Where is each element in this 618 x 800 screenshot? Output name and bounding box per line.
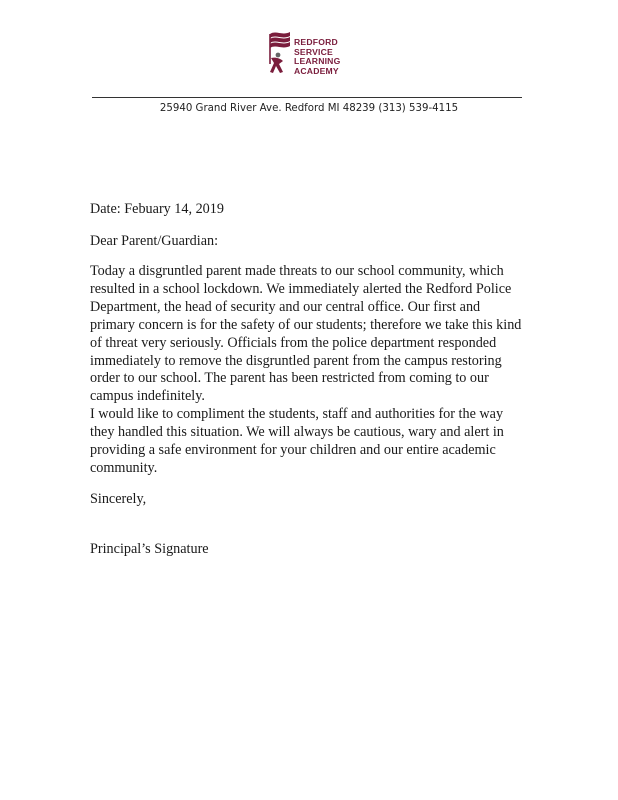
letter-date: Date: Febuary 14, 2019 [90,201,224,217]
paragraph-line: order to our school. The parent has been restricted from coming to our [90,370,489,387]
paragraph-line: resulted in a school lockdown. We immediately alerted the Redford Police [90,280,512,297]
paragraph-line: I would like to compliment the students, staff and authorities for the way [90,406,504,422]
paragraph-line: community. [90,459,158,476]
letter-salutation: Dear Parent/Guardian: [90,233,219,249]
paragraph-line: immediately to remove the disgruntled parent from the campus restoring [90,352,502,369]
letter-paragraph-1 [90,263,534,406]
letter-paragraph-2 [90,406,534,478]
logo-line: SERVICE [294,46,333,57]
paragraph-line: providing a safe environment for your children and our entire academic [90,441,496,458]
paragraph-line: campus indefinitely. [90,388,205,405]
paragraph-line: they handled this situation. We will always be cautious, wary and alert in [90,423,504,440]
paragraph-line: Today a disgruntled parent made threats to our school community, which [90,263,504,279]
school-logo [262,28,362,98]
paragraph-line: Department, the head of security and our central office. Our first and [90,298,481,315]
logo-line: LEARNING [294,56,341,67]
signature-line: Principal’s Signature [90,541,209,557]
logo-wordmark [294,38,340,76]
school-address: 25940 Grand River Ave. Redford MI 48239 (313) 539-4115 [159,103,459,114]
paragraph-line: of threat very seriously. Officials from the police department responded [90,334,497,351]
letterhead [0,0,618,130]
letterhead-divider [92,97,522,98]
paragraph-line: primary concern is for the safety of our students; therefore we take this kind [90,316,522,333]
letter-closing: Sincerely, [90,491,147,507]
logo-line: ACADEMY [294,65,339,76]
logo-line: REDFORD [294,37,338,47]
